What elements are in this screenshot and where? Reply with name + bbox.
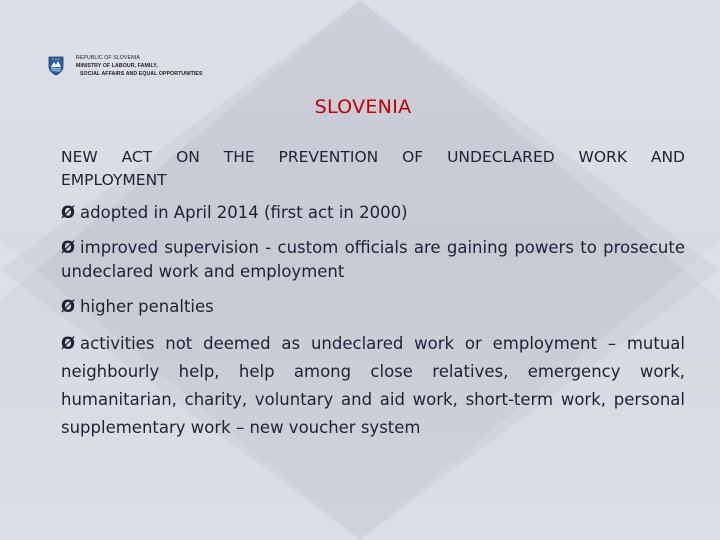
coat-of-arms-icon — [48, 56, 64, 76]
bullet-text: improved supervision - custom officials are gaining powers to prosecute undeclared work and employment — [61, 238, 685, 281]
ministry-name — [76, 54, 203, 78]
bullet-text: activities not deemed as undeclared work or employment – mutual neighbourly help, help among close relatives, emergency work, humanitarian, charity, voluntary and aid work, short-term work, personal supplementary work – new voucher system — [61, 334, 685, 437]
bullet-text: adopted in April 2014 (first act in 2000) — [80, 203, 408, 222]
bullet-item — [61, 330, 685, 442]
bullet-item — [61, 201, 685, 225]
act-heading: NEW ACT ON THE PREVENTION OF UNDECLARED WORK AND EMPLOYMENT — [61, 148, 685, 189]
ministry-header — [48, 54, 203, 78]
slide-title-container — [0, 96, 720, 118]
slide-title: SLOVENIA — [314, 96, 412, 118]
arrow-bullet-icon: Ø — [61, 238, 76, 257]
arrow-bullet-icon: Ø — [61, 297, 76, 316]
arrow-bullet-icon: Ø — [61, 203, 76, 222]
bullet-item — [61, 295, 685, 319]
ministry-line-2: MINISTRY OF LABOUR, FAMILY, — [76, 63, 158, 69]
bullet-item — [61, 236, 685, 284]
arrow-bullet-icon: Ø — [61, 334, 76, 353]
slide-content — [61, 146, 685, 453]
ministry-line-1: REPUBLIC OF SLOVENIA — [76, 55, 140, 61]
ministry-line-3: SOCIAL AFFAIRS AND EQUAL OPPORTUNITIES — [80, 71, 203, 77]
bullet-text: higher penalties — [80, 297, 214, 316]
